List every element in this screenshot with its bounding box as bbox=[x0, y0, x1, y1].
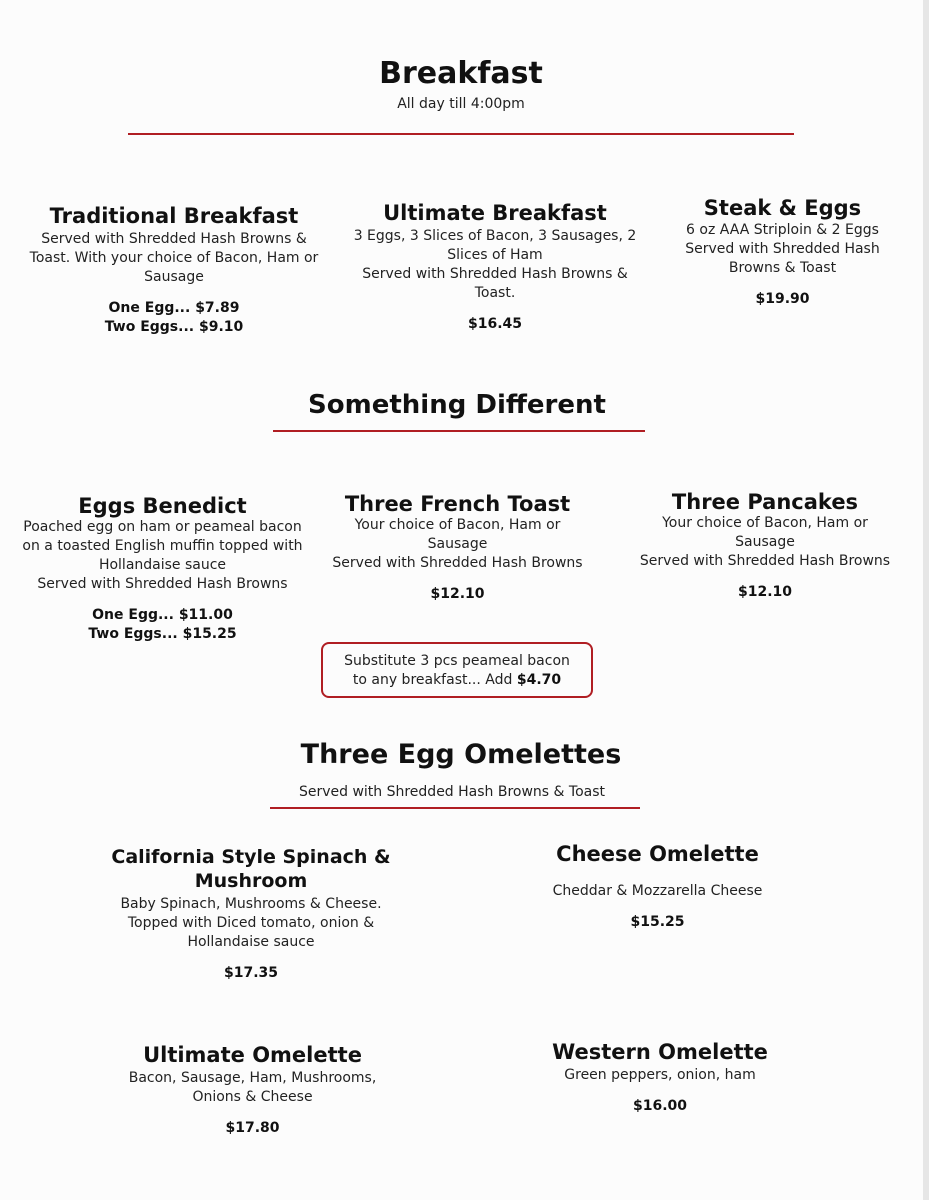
something-different-title: Something Different bbox=[308, 390, 606, 420]
item-price: One Egg... $7.89 Two Eggs... $9.10 bbox=[104, 300, 244, 335]
item-description: 6 oz AAA Striploin & 2 Eggs Served with Shredded Hash Browns & Toast bbox=[685, 222, 880, 276]
item-description: Poached egg on ham or peameal bacon on a toasted English muffin topped with Hollandaise sauce Served with Shredded Hash Browns bbox=[22, 519, 303, 592]
menu-item-eggs-benedict bbox=[10, 494, 315, 644]
item-name: Steak & Eggs bbox=[703, 196, 862, 220]
item-name: Eggs Benedict bbox=[78, 494, 247, 518]
item-price: One Egg... $11.00 Two Eggs... $15.25 bbox=[88, 607, 237, 642]
item-description: 3 Eggs, 3 Slices of Bacon, 3 Sausages, 2 Slices of Ham Served with Shredded Hash Browns & Toast. bbox=[353, 228, 637, 301]
item-price: $17.35 bbox=[223, 965, 279, 981]
item-price: $12.10 bbox=[737, 584, 793, 600]
breakfast-title: Breakfast bbox=[379, 56, 543, 91]
menu-item-traditional-breakfast bbox=[14, 204, 334, 337]
menu-item-ultimate-breakfast bbox=[340, 201, 650, 334]
omelettes-subtitle: Served with Shredded Hash Browns & Toast bbox=[298, 784, 606, 800]
breakfast-divider bbox=[128, 133, 794, 135]
item-description: Bacon, Sausage, Ham, Mushrooms, Onions & Cheese bbox=[128, 1070, 377, 1105]
omelettes-divider bbox=[270, 807, 640, 809]
item-price: $15.25 bbox=[630, 914, 685, 930]
item-name: Traditional Breakfast bbox=[49, 204, 299, 228]
item-description: Baby Spinach, Mushrooms & Cheese. Topped with Diced tomato, onion & Hollandaise sauce bbox=[120, 896, 382, 950]
substitute-callout: Substitute 3 pcs peameal bacon to any breakfast... Add $4.70 bbox=[321, 642, 593, 698]
page-edge-shadow bbox=[923, 0, 929, 1200]
item-name: Ultimate Omelette bbox=[143, 1043, 362, 1067]
item-description: Your choice of Bacon, Ham or Sausage Served with Shredded Hash Browns bbox=[639, 515, 891, 569]
item-price: $17.80 bbox=[225, 1120, 280, 1136]
menu-item-cheese-omelette bbox=[530, 842, 785, 932]
item-price: $12.10 bbox=[430, 586, 485, 602]
item-name: Ultimate Breakfast bbox=[383, 201, 607, 225]
item-description: Cheddar & Mozzarella Cheese bbox=[552, 883, 763, 899]
menu-item-steak-and-eggs bbox=[665, 196, 900, 309]
menu-item-california-omelette bbox=[100, 845, 402, 983]
menu-item-three-pancakes bbox=[625, 490, 905, 602]
item-description: Your choice of Bacon, Ham or Sausage Served with Shredded Hash Browns bbox=[332, 517, 583, 571]
menu-item-ultimate-omelette bbox=[110, 1043, 395, 1138]
menu-item-western-omelette bbox=[530, 1040, 790, 1116]
item-name: Three French Toast bbox=[344, 492, 571, 516]
item-name: Cheese Omelette bbox=[556, 842, 759, 866]
item-name: Western Omelette bbox=[552, 1040, 768, 1064]
omelettes-title: Three Egg Omelettes bbox=[300, 739, 622, 770]
item-price: $19.90 bbox=[755, 291, 810, 307]
item-description: Served with Shredded Hash Browns & Toast. With your choice of Bacon, Ham or Sausage bbox=[29, 231, 319, 285]
item-description: Green peppers, onion, ham bbox=[564, 1067, 756, 1083]
item-price: $16.00 bbox=[632, 1098, 688, 1114]
item-name: Three Pancakes bbox=[671, 490, 859, 514]
item-price: $16.45 bbox=[467, 316, 523, 332]
item-name: California Style Spinach & Mushroom bbox=[111, 846, 391, 892]
menu-item-three-french-toast bbox=[320, 492, 595, 604]
something-different-divider bbox=[273, 430, 645, 432]
breakfast-subtitle: All day till 4:00pm bbox=[397, 96, 525, 112]
